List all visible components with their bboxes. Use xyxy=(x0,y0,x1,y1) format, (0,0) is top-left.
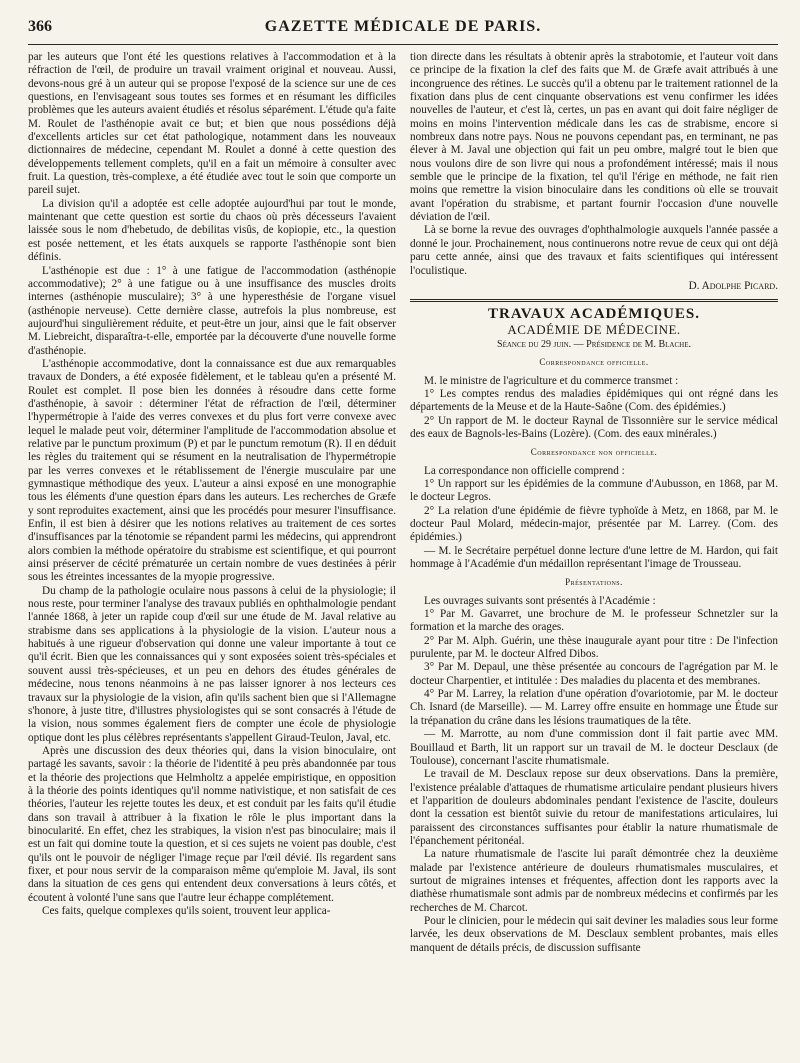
list-item: La correspondance non officielle comprend : xyxy=(424,464,625,477)
list-item: 1° Par M. Gavarret, une brochure de M. le professeur Schnetzler sur la formation et la marche des orages. xyxy=(410,608,778,634)
list-item: — M. le Secrétaire perpétuel donne lecture d'une lettre de M. Hardon, qui fait hommage à l'Académie d'un médaillon représentant l'image de Trousseau. xyxy=(410,544,778,571)
list-item: 1° Un rapport sur les épidémies de la commune d'Aubusson, en 1868, par M. le docteur Legros. xyxy=(410,477,778,504)
list-item: La nature rhumatismale de l'ascite lui paraît démontrée chez la deuxième malade par l'existence antérieure de douleurs rhumatismales musculaires, et surtout de migraines intenses et fréquentes, affection dont les rapports avec la diathèse rhumatismale sont admis par de nombreux médecins et confirmés par les recherches de M. Charcot. xyxy=(410,848,778,914)
academy-title: ACADÉMIE DE MÉDECINE. xyxy=(507,321,681,337)
text-columns xyxy=(28,51,778,955)
paragraph: La division qu'il a adoptée est celle adoptée aujourd'hui par tout le monde, maintenant que cette question est sortie du chaos où près décesseurs l'avaient laissée sous le nom d'hebetudo, de debilitas visûs, de kopiopie, etc., la question est posée nettement, et les états auxquels se rapporte l'asthénopie sont bien définis. xyxy=(28,197,396,264)
page-header xyxy=(28,18,778,45)
list-item: — M. Marrotte, au nom d'une commission dont il fait partie avec MM. Bouillaud et Barth, lit un rapport sur un travail de M. le docteur Desclaux (de Toulouse), concernant l'ascite rhumatismale. xyxy=(410,728,778,767)
page-number: 366 xyxy=(28,18,52,35)
list-item: 1° Les comptes rendus des maladies épidémiques qui ont régné dans les départements de la Meuse et de la Haute-Saône (Com. des épidémies.) xyxy=(410,387,778,414)
paragraph: Du champ de la pathologie oculaire nous passons à celui de la physiologie; il nous reste, pour terminer l'analyse des travaux publiés en ophthalmologie pendant l'année 1868, à jeter un rapide coup d'œil sur une étude de M. Javal relative au strabisme dans ses applications à la physiologie de la vision. L'auteur nous a habitués à une rigueur d'observation qui donne une valeur importante à tout ce qu'il écrit. Bien que les connaissances qui y sont exposées soient très-spéciales et souvent aussi très-spécieuses, et un peu en dehors des études générales de médecine, nous tenons néanmoins à ne pas laisser ignorer à nos lecteurs ces travaux sur la physiologie de la vision, afin qu'ils sachent bien que si l'Allemagne s'honore, à juste titre, d'illustres physiologistes qui se sont consacrés à l'étude de la vision, nous sommes également fiers de compter une école de physiologie optique dont les plus célèbres représentants s'appellent Giraud-Teulon, Javal, etc. xyxy=(28,584,396,744)
list-item: Le travail de M. Desclaux repose sur deux observations. Dans la première, l'existence préalable d'attaques de rhumatisme articulaire pendant plusieurs hivers et l'apparition de douleurs abdominales pendant l'existence de l'ascite, douleurs dont la cessation est bientôt suivie du retour de manifestations articulaires, lui paraissent des circonstances suffisantes pour établir la nature rhumatismale de l'épanchement péritonéal. xyxy=(410,768,778,847)
running-title: GAZETTE MÉDICALE DE PARIS. xyxy=(264,18,542,35)
paragraph: par les auteurs que l'ont été les questions relatives à l'accommodation et à la réfraction de l'œil, de produire un travail vraiment original et nouveau. Aussi, devons-nous gré à un auteur qui se propose l'exposé de la science sur une de ces questions, en l'envisageant sous toutes ses formes et en résumant les difficiles problèmes que les auteurs avaient étudiés et résolus séparément. L'étude qu'a faite M. Roulet de l'asthénopie avait ce but; et bien que nous possédions déjà d'excellents articles sur cet état pathologique, notamment dans les nouveaux dictionnaires de médecine, cependant M. Roulet a donné à cette question des développements tellement complets, qu'il en a fait un mémoire à consulter avec fruit. La question, très-complexe, a été étudiée avec tout le soin que comporte un pareil sujet. xyxy=(28,51,396,197)
left-column xyxy=(28,51,396,955)
paragraph: tion directe dans les résultats à obtenir après la strabotomie, et l'auteur voit dans ce principe de la fixation la clef des faits que M. de Græfe avait attribués à une incongruence des rétines. Le succès qu'il a obtenu par le traitement rationnel de la fixation dans plus de cent cinquante observations est venu confirmer les idées nouvelles de l'auteur, et c'est là, certes, un pas en avant qui doit faire négliger de moins en moins l'intervention médicale dans les cas de strabisme, encore si nombreux dans notre pays. Nous ne pouvons cependant pas, en terminant, ne pas élever à M. Javal une objection qui fait un peu ombre, malgré tout le bien que nous voulons dire de son livre qui nous a profondément intéressé; mais il nous semble que le principe de la fixation, tel qu'il l'érige en méthode, ne fait rien moins que remettre la vision binoculaire dans les conditions où elle se trouvait avant l'opération du strabisme, et partant fournir l'occasion d'une nouvelle déviation de l'œil. xyxy=(410,51,778,224)
nonofficial-correspondence-heading: Correspondance non officielle. xyxy=(530,447,658,458)
official-correspondence-heading: Correspondance officielle. xyxy=(539,357,649,368)
presentations-heading: Présentations. xyxy=(565,577,623,588)
section-title: TRAVAUX ACADÉMIQUES. xyxy=(488,306,700,323)
section-divider xyxy=(410,299,778,302)
right-column xyxy=(410,51,778,955)
list-item: 2° Par M. Alph. Guérin, une thèse inaugurale ayant pour titre : De l'infection purulente, par M. le docteur Alfred Dibos. xyxy=(410,634,778,661)
list-item: Pour le clinicien, pour le médecin qui sait deviner les maladies sous leur forme larvée, les deux observations de M. Desclaux semblent probantes, mais elles manquent de détails précis, de discussion suffisante xyxy=(410,914,778,954)
list-item: Les ouvrages suivants sont présentés à l'Académie : xyxy=(424,594,656,607)
list-item: 2° La relation d'une épidémie de fièvre typhoïde à Metz, en 1868, par M. le docteur Paul Molard, médecin-major, présentée par M. Larrey. (Com. des épidémies.) xyxy=(410,504,778,544)
paragraph: L'asthénopie est due : 1° à une fatigue de l'accommodation (asthénopie accommodative); 2° à une fatigue ou à une insuffisance des muscles droits internes (asthénopie musculaire); 3° à une hyperesthésie de l'organe visuel (asthénopie nerveuse). Cette dernière classe, autrefois la plus nombreuse, est aujourd'hui singulièrement réduite, et peut-être un jour, ainsi que le fait observer M. Liebreicht, disparaîtra-t-elle, emportée par la découverte d'une nouvelle forme d'asthénopie. xyxy=(28,264,396,357)
list-item: 2° Un rapport de M. le docteur Raynal de Tissonnière sur le service médical des eaux de Bagnols-les-Bains (Lozère). (Com. des eaux minérales.) xyxy=(410,414,778,440)
list-item: M. le ministre de l'agriculture et du commerce transmet : xyxy=(424,374,679,387)
paragraph: Après une discussion des deux théories qui, dans la vision binoculaire, ont partagé les savants, savoir : la théorie de l'identité à peu près abandonnée par tous et la théorie des projections que Helmholtz a appelée empiristique, en opposition à la théorie des points identiques qu'il nomme nativistique, et non satisfait de ces théories, l'auteur les rejette toutes les deux, et est conduit par les faits qu'il étudie dans son travail à attribuer à la fixation le rôle le plus important dans la binocularité. En effet, chez les strabiques, la vision n'est pas binoculaire; mais il est un fait qui domine toute la question, et si ces sujets ne voient pas double, c'est qu'ils ont le pouvoir de négliger l'image reçue par l'œil dévié. Ils regardent sans fixer, et pour nous servir de la comparaison même qu'emploie M. Javal, ils sont dans la situation de ces gens qui entendent deux conversations à leurs côtés, et écoutent à volonté l'une sans que l'autre leur échappe complétement. xyxy=(28,744,396,904)
paragraph: Là se borne la revue des ouvrages d'ophthalmologie auxquels l'année passée a donné le jour. Prochainement, nous continuerons notre revue de ceux qui ont déjà paru cette année, ainsi que des travaux et faits scientifiques qui intéressent l'oculistique. xyxy=(410,224,778,277)
list-item: 4° Par M. Larrey, la relation d'une opération d'ovariotomie, par M. le docteur Ch. Isnard (de Marseille). — M. Larrey offre ensuite en hommage une Étude sur la trépanation du crâne dans les lésions traumatiques de la tête. xyxy=(410,688,778,727)
list-item: 3° Par M. Depaul, une thèse présentée au concours de l'agrégation par M. le docteur Charpentier, et intitulée : Des maladies du placenta et des membranes. xyxy=(410,661,778,687)
paragraph: Ces faits, quelque complexes qu'ils soient, trouvent leur applica- xyxy=(42,905,331,917)
article-signature: D. Adolphe Picard. xyxy=(688,279,778,292)
seance-line: Séance du 29 juin. — Présidence de M. Blache. xyxy=(497,338,691,350)
paragraph: L'asthénopie accommodative, dont la connaissance est due aux remarquables travaux de Donders, a été exposée fidèlement, et le tableau qu'en a présenté M. Roulet est complet. Il pose bien les données à résoudre dans cette forme d'asthénopie, à savoir : déterminer l'état de réfraction de l'œil, déterminer l'hypermétropie à l'aide des verres convexes et du plus fort verre convexe avec lequel le malade peut voir, déterminer l'amplitude de l'accommodation absolue et relative par le punctum proximum (P) et par le punctum remotum (R). Il en déduit les règles du traitement qui se résument en la neutralisation de l'hypermétropie par les verres convexes et le rétablissement de l'énergie musculaire par une gymnastique méthodique des yeux. L'auteur a ainsi exposé en une monographie tous les éléments d'une question épars dans les auteurs. Les recherches de Græfe y sont reproduites exactement, ainsi que les procédés pour mesurer l'insuffisance. Enfin, il est bien à désirer que les notions relatives au traitement de ces sortes d'insuffisances par la ténotomie se répandent parmi les médecins, qui apprendront alors combien la méthode opératoire du strabisme est scientifique, et qui pourront ainsi préserver de cécité prématurée un certain nombre de vues destinées à périr sous les étreintes incessantes de la myopie progressive. xyxy=(28,357,396,584)
